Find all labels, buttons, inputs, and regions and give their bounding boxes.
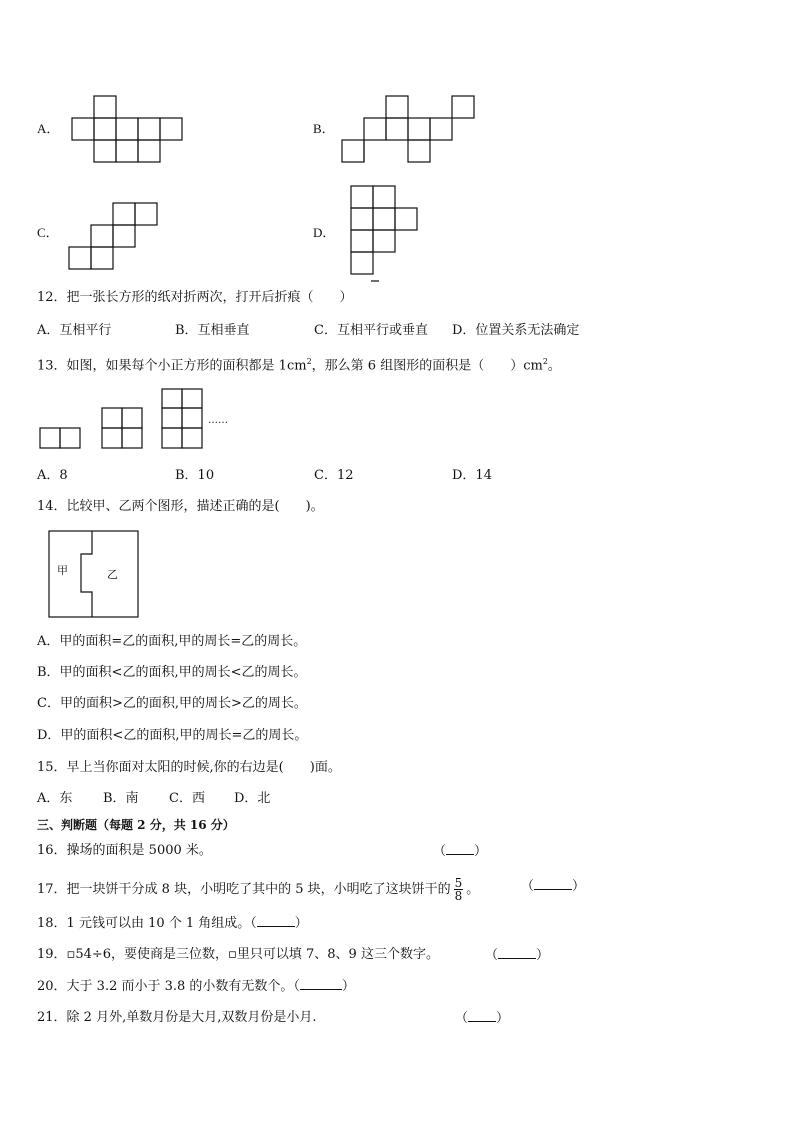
q11-option-c-label: C． xyxy=(37,225,59,240)
q14-label-yi: 乙 xyxy=(107,568,118,581)
q14-label-jia: 甲 xyxy=(57,564,68,577)
q17-fraction: $\frac{5}{8}$ xyxy=(454,876,463,903)
q12-option-b[interactable]: B．互相垂直 xyxy=(175,323,250,338)
q15-option-b[interactable]: B．南 xyxy=(103,791,139,806)
q11-option-c-figure xyxy=(67,202,162,274)
q13-ellipsis: …… xyxy=(208,415,228,426)
q13-option-a[interactable]: A．8 xyxy=(37,468,68,483)
q21-text: 21．除 2 月外,单数月份是大月,双数月份是小月. xyxy=(37,1010,317,1025)
q20-answer-blank[interactable] xyxy=(300,977,342,990)
q15-option-c[interactable]: C．西 xyxy=(169,791,205,806)
q21-answer-blank[interactable]: （ ） xyxy=(455,1011,510,1026)
q18-text: 18．1 元钱可以由 10 个 1 角组成。（ ） xyxy=(37,916,308,931)
q20-text: 20．大于 3.2 而小于 3.8 的小数有无数个。（ ） xyxy=(37,979,355,994)
q19-text: 19．▫54÷6，要使商是三位数，▫里只可以填 7、8、9 这三个数字。 xyxy=(37,947,439,962)
section-heading: 三、判断题（每题 2 分，共 16 分） xyxy=(37,818,235,832)
q13-stem: 13．如图，如果每个小正方形的面积都是 $1cm^2$，那么第 6 组图形的面积是（ ）$cm^2$。 xyxy=(37,357,561,374)
q15-option-a[interactable]: A．东 xyxy=(37,791,73,806)
q11-option-d-label: D． xyxy=(313,225,336,240)
q11-option-a-figure xyxy=(70,95,185,165)
q14-stem: 14．比较甲、乙两个图形，描述正确的是( )。 xyxy=(37,499,324,514)
q11-option-d-figure xyxy=(349,185,424,285)
q19-answer-blank[interactable]: （ ） xyxy=(485,948,550,963)
q13-option-b[interactable]: B．10 xyxy=(175,468,215,483)
q13-pattern-figure xyxy=(38,388,208,452)
q18-answer-blank[interactable] xyxy=(257,914,295,927)
q13-option-d[interactable]: D．14 xyxy=(452,468,492,483)
q15-stem: 15．早上当你面对太阳的时候,你的右边是( )面。 xyxy=(37,760,341,775)
q14-option-d[interactable]: D．甲的面积<乙的面积,甲的周长=乙的周长。 xyxy=(37,728,308,743)
q17-text: 17．把一块饼干分成 8 块，小明吃了其中的 5 块，小明吃了这块饼干的 $\frac{5}{8}$ 。 xyxy=(37,876,480,903)
q14-option-b[interactable]: B．甲的面积<乙的面积,甲的周长<乙的周长。 xyxy=(37,665,307,680)
q12-option-a[interactable]: A．互相平行 xyxy=(37,323,112,338)
q14-option-c[interactable]: C．甲的面积>乙的面积,甲的周长>乙的周长。 xyxy=(37,696,307,711)
q14-option-a[interactable]: A．甲的面积=乙的面积,甲的周长=乙的周长。 xyxy=(37,634,307,649)
q11-option-a-label: A． xyxy=(37,121,60,136)
q12-option-c[interactable]: C．互相平行或垂直 xyxy=(314,323,428,338)
q12-stem: 12．把一张长方形的纸对折两次，打开后折痕（ ） xyxy=(37,290,353,305)
q16-text: 16．操场的面积是 5000 米。 xyxy=(37,843,212,858)
q15-option-d[interactable]: D．北 xyxy=(234,791,271,806)
q16-answer-blank[interactable]: （ ） xyxy=(433,844,488,859)
q11-option-b-label: B． xyxy=(313,121,335,136)
q13-option-c[interactable]: C．12 xyxy=(314,468,354,483)
q12-option-d[interactable]: D．位置关系无法确定 xyxy=(452,323,580,338)
q17-answer-blank[interactable]: （ ） xyxy=(521,879,586,894)
q11-option-b-figure xyxy=(340,95,480,165)
